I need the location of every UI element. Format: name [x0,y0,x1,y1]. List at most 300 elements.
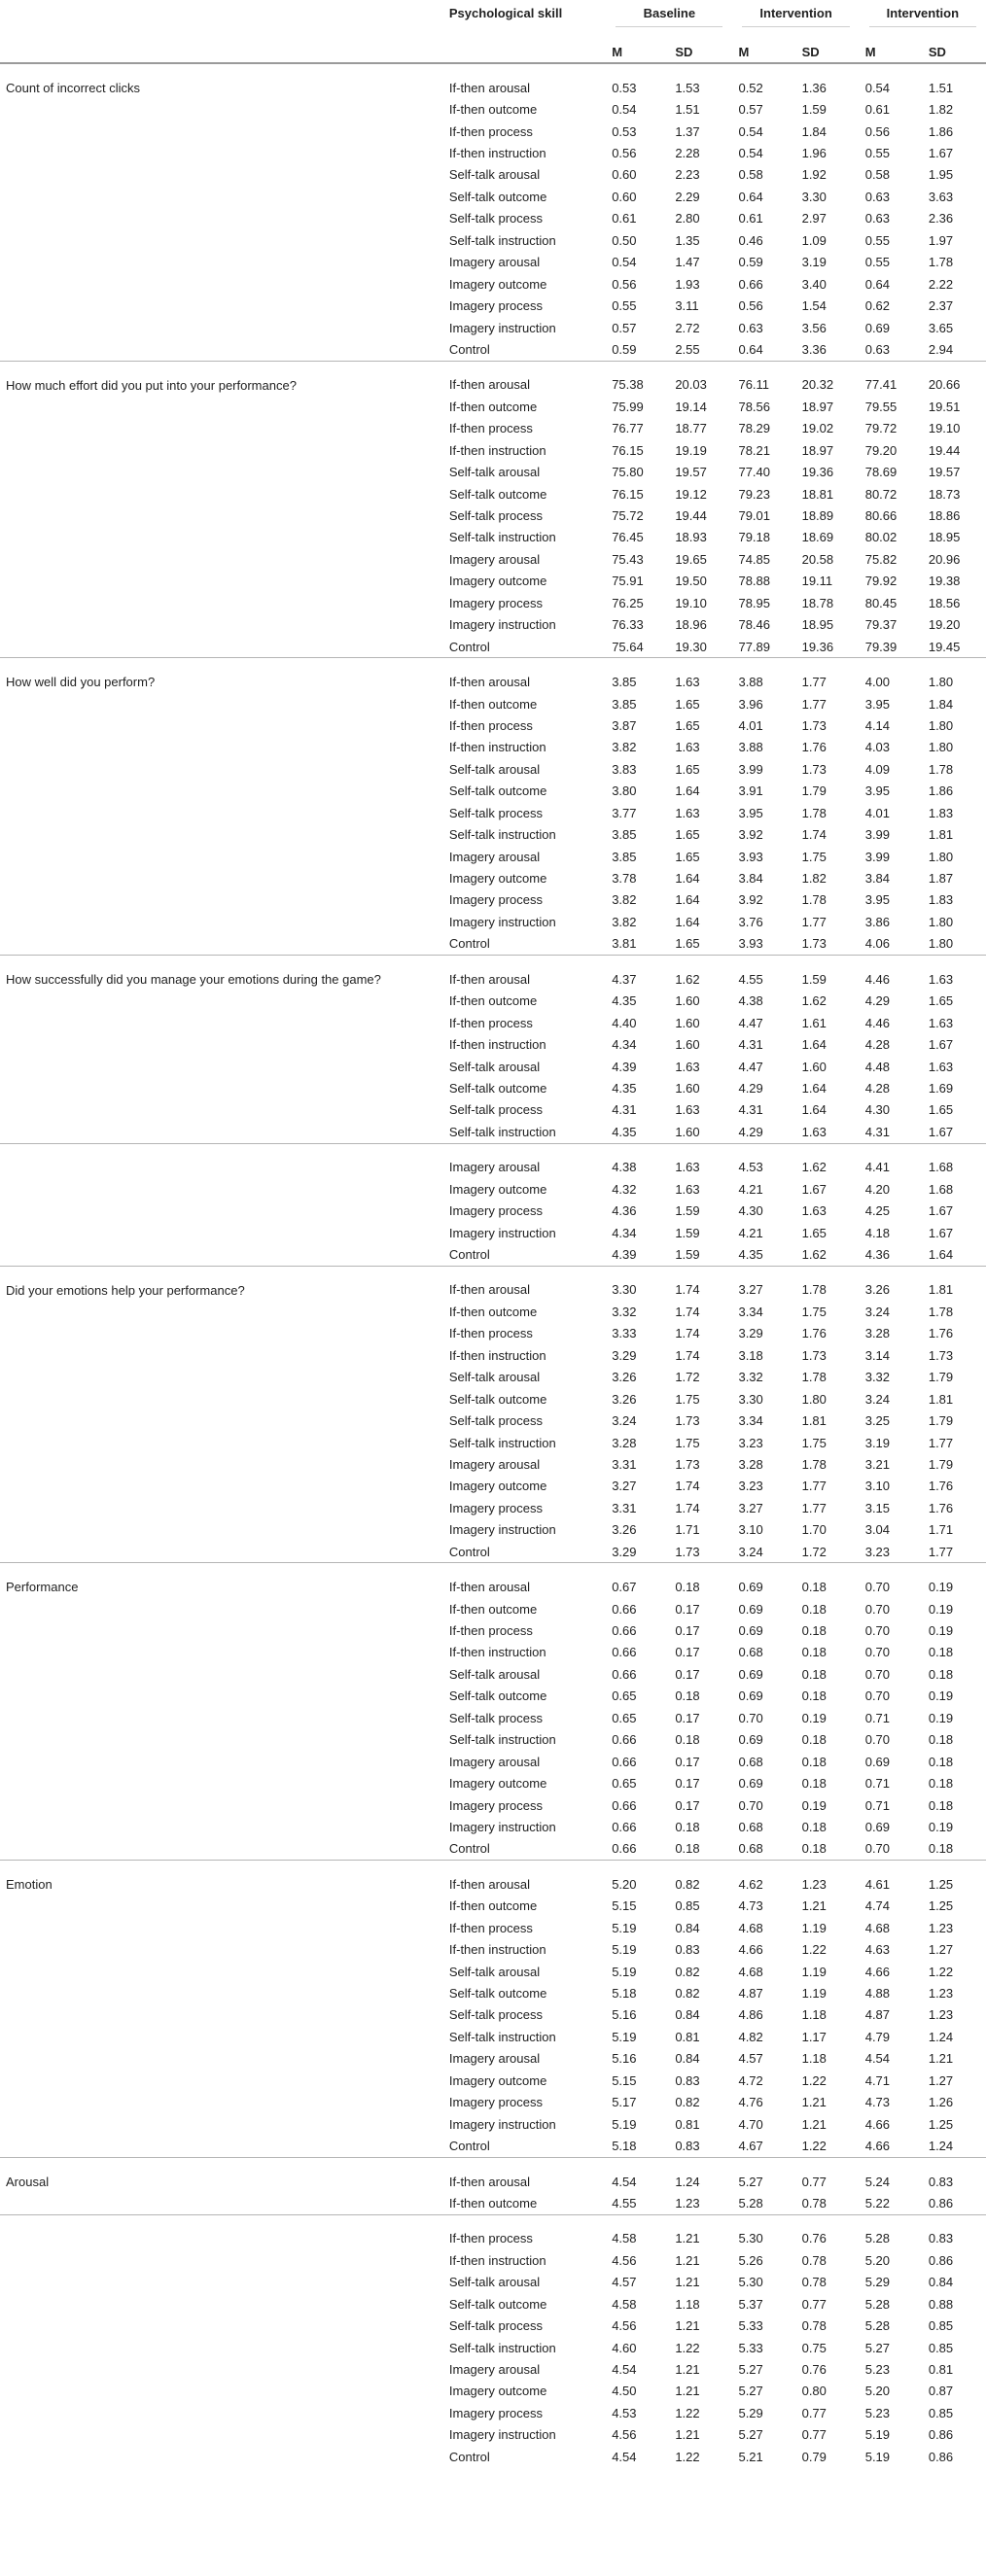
value-cell-intervention-sd: 0.80 [801,2384,827,2399]
value-cell-baseline-m: 0.65 [612,1710,637,1725]
group-header-intervention: Intervention [732,0,859,41]
value-cell-intervention-m: 5.26 [738,2252,763,2268]
value-cell-intervention-sd: 1.21 [801,1898,827,1914]
skill-cell: If-then outcome [448,993,538,1009]
value-cell-intervention-m: 0.56 [738,298,763,314]
value-cell-intervention2-m: 0.69 [864,1819,891,1834]
skill-cell: Imagery process [448,1500,543,1515]
value-cell-intervention2-sd: 1.65 [928,993,954,1009]
value-cell-intervention-m: 0.68 [738,1819,763,1834]
value-cell-intervention2-m: 5.28 [864,2318,891,2334]
value-cell-intervention2-m: 80.45 [864,595,898,610]
value-cell-intervention-sd: 0.78 [801,2195,827,2210]
value-cell-intervention-m: 0.64 [738,341,763,357]
value-cell-baseline-m: 0.61 [612,211,637,226]
value-cell-baseline-sd: 1.74 [675,1282,700,1298]
value-cell-baseline-m: 0.66 [612,1623,637,1639]
value-cell-intervention-m: 78.46 [738,617,771,633]
value-cell-baseline-m: 3.26 [612,1370,637,1385]
skill-cell: If-then instruction [448,1347,546,1363]
table-row [0,2228,986,2249]
skill-cell: Self-talk outcome [448,1080,547,1096]
value-cell-intervention2-sd: 0.86 [928,2195,954,2210]
value-cell-baseline-m: 0.66 [612,1754,637,1769]
value-cell-baseline-m: 0.60 [612,167,637,183]
section-separator [0,1563,986,1577]
value-cell-intervention2-sd: 1.51 [928,80,954,95]
value-cell-intervention2-sd: 1.79 [928,1370,954,1385]
value-cell-baseline-sd: 1.74 [675,1500,700,1515]
skill-cell: If-then arousal [448,80,530,95]
value-cell-baseline-sd: 1.64 [675,783,700,799]
value-cell-intervention-m: 4.70 [738,2116,763,2132]
value-cell-intervention2-sd: 0.81 [928,2362,954,2378]
value-cell-intervention2-m: 4.74 [864,1898,891,1914]
value-cell-intervention-sd: 19.11 [801,574,833,589]
value-cell-intervention-sd: 1.65 [801,1225,827,1240]
value-cell-baseline-sd: 1.21 [675,2318,700,2334]
value-cell-baseline-sd: 18.93 [675,530,707,545]
value-cell-intervention2-sd: 0.19 [928,1580,954,1595]
value-cell-intervention-sd: 0.18 [801,1732,827,1748]
value-cell-intervention2-sd: 1.25 [928,1876,954,1892]
value-cell-intervention2-sd: 1.63 [928,1059,954,1074]
value-cell-intervention-m: 5.27 [738,2427,763,2443]
skill-cell: If-then instruction [448,1942,546,1958]
value-cell-baseline-m: 5.19 [612,1920,637,1935]
value-cell-baseline-sd: 0.18 [675,1819,700,1834]
value-cell-intervention-m: 0.61 [738,211,763,226]
value-cell-baseline-m: 3.27 [612,1479,637,1494]
value-cell-baseline-sd: 1.63 [675,1160,700,1175]
value-cell-baseline-m: 4.54 [612,2174,637,2189]
value-cell-intervention-sd: 1.75 [801,1435,827,1450]
value-cell-intervention-sd: 18.78 [801,595,834,610]
value-cell-baseline-m: 4.55 [612,2195,637,2210]
value-cell-baseline-sd: 0.18 [675,1732,700,1748]
value-cell-intervention2-m: 3.32 [864,1370,891,1385]
value-cell-intervention2-m: 4.30 [864,1102,891,1118]
value-cell-intervention-m: 3.23 [738,1435,763,1450]
value-cell-intervention2-m: 79.72 [864,421,898,436]
table-row [0,671,986,692]
value-cell-intervention2-sd: 1.80 [928,849,954,864]
value-cell-baseline-sd: 19.44 [675,508,707,524]
value-cell-intervention2-sd: 1.78 [928,255,954,270]
skill-cell: Self-talk arousal [448,2275,541,2290]
value-cell-intervention2-sd: 0.85 [928,2340,954,2355]
table-row [0,1576,986,1597]
skill-cell: Control [448,1841,490,1857]
value-cell-baseline-sd: 1.75 [675,1435,700,1450]
table-row [0,2171,986,2192]
value-cell-intervention-sd: 1.78 [801,1282,827,1298]
value-cell-intervention2-sd: 1.63 [928,1015,954,1030]
value-cell-baseline-m: 0.55 [612,298,637,314]
value-cell-intervention2-m: 0.70 [864,1688,891,1704]
value-cell-baseline-m: 5.20 [612,1876,637,1892]
skill-cell: Imagery instruction [448,914,556,929]
value-cell-intervention2-m: 4.88 [864,1986,891,2002]
value-cell-intervention-sd: 1.19 [801,1986,827,2002]
value-cell-intervention-sd: 0.19 [801,1797,827,1813]
value-cell-intervention-m: 78.95 [738,595,771,610]
value-cell-intervention2-m: 0.55 [864,146,891,161]
value-cell-intervention-sd: 1.78 [801,805,827,820]
value-cell-baseline-m: 0.60 [612,189,637,204]
value-cell-baseline-m: 5.16 [612,2051,637,2067]
value-cell-intervention-m: 0.69 [738,1601,763,1617]
value-cell-intervention-sd: 1.36 [801,80,827,95]
value-cell-baseline-sd: 1.21 [675,2252,700,2268]
value-cell-intervention-sd: 1.23 [801,1876,827,1892]
value-cell-baseline-sd: 0.18 [675,1580,700,1595]
skill-cell: If-then arousal [448,1580,530,1595]
value-cell-baseline-m: 76.33 [612,617,644,633]
value-cell-baseline-sd: 2.23 [675,167,700,183]
value-cell-intervention-m: 3.96 [738,696,763,712]
value-cell-intervention2-m: 3.99 [864,849,891,864]
section-separator [0,658,986,672]
value-cell-intervention-sd: 1.77 [801,675,827,690]
skill-cell: Control [448,639,490,654]
value-cell-intervention-m: 4.86 [738,2007,763,2023]
value-cell-intervention2-sd: 1.67 [928,146,954,161]
value-cell-intervention2-m: 0.69 [864,1754,891,1769]
value-cell-intervention2-m: 5.19 [864,2449,891,2464]
value-cell-intervention2-m: 5.29 [864,2275,891,2290]
value-cell-intervention-m: 79.23 [738,486,771,502]
value-cell-baseline-m: 3.31 [612,1500,637,1515]
value-cell-intervention2-sd: 1.68 [928,1181,954,1197]
value-cell-intervention-sd: 1.92 [801,167,827,183]
value-cell-baseline-sd: 1.73 [675,1456,700,1472]
value-cell-intervention-sd: 3.40 [801,276,827,292]
value-cell-intervention2-sd: 1.25 [928,2116,954,2132]
value-cell-intervention-sd: 1.74 [801,827,827,843]
value-cell-intervention-sd: 1.70 [801,1522,827,1538]
value-cell-baseline-m: 0.66 [612,1732,637,1748]
value-cell-intervention-m: 4.38 [738,993,763,1009]
value-cell-intervention-m: 5.27 [738,2174,763,2189]
value-cell-baseline-sd: 20.03 [675,377,707,393]
value-cell-baseline-sd: 1.64 [675,871,700,887]
value-cell-intervention-m: 4.72 [738,2072,763,2088]
value-cell-intervention-sd: 0.18 [801,1688,827,1704]
value-cell-baseline-sd: 1.64 [675,914,700,929]
value-cell-intervention2-sd: 1.76 [928,1326,954,1341]
value-cell-intervention2-m: 4.03 [864,740,891,755]
value-cell-intervention-sd: 1.78 [801,892,827,908]
value-cell-intervention-sd: 1.75 [801,849,827,864]
section-separator [0,956,986,969]
skill-cell: If-then outcome [448,399,538,414]
value-cell-intervention2-sd: 1.82 [928,102,954,118]
value-cell-intervention2-sd: 1.73 [928,1347,954,1363]
value-cell-baseline-sd: 1.23 [675,2195,700,2210]
value-cell-baseline-sd: 1.60 [675,1124,700,1139]
value-cell-baseline-m: 3.81 [612,936,637,952]
value-cell-intervention-m: 4.68 [738,1920,763,1935]
value-cell-intervention-sd: 1.22 [801,1942,827,1958]
skill-cell: Imagery arousal [448,255,541,270]
table-row [0,77,986,98]
value-cell-intervention-sd: 0.18 [801,1580,827,1595]
skill-cell: If-then process [448,1920,533,1935]
value-cell-intervention2-sd: 1.23 [928,1920,954,1935]
skill-cell: Self-talk arousal [448,465,541,480]
value-cell-intervention-m: 0.54 [738,146,763,161]
value-cell-baseline-sd: 1.65 [675,761,700,777]
value-cell-intervention-m: 4.21 [738,1225,763,1240]
value-cell-intervention2-m: 4.09 [864,761,891,777]
value-cell-intervention2-m: 4.18 [864,1225,891,1240]
value-cell-baseline-m: 3.29 [612,1544,637,1559]
value-cell-intervention2-sd: 20.96 [928,551,961,567]
value-cell-intervention-m: 5.33 [738,2340,763,2355]
value-cell-baseline-m: 4.56 [612,2427,637,2443]
value-cell-intervention2-sd: 1.97 [928,232,954,248]
value-cell-intervention-sd: 3.19 [801,255,827,270]
measure-label: How successfully did you manage your emotions during the game? [6,972,381,988]
skill-cell: Imagery instruction [448,320,556,335]
value-cell-intervention-m: 77.40 [738,465,771,480]
skill-cell: If-then process [448,1326,533,1341]
value-cell-baseline-sd: 0.83 [675,2139,700,2154]
value-cell-intervention2-sd: 0.18 [928,1666,954,1682]
value-cell-intervention2-m: 4.46 [864,1015,891,1030]
value-cell-intervention-m: 4.82 [738,2029,763,2044]
value-cell-intervention2-m: 4.36 [864,1247,891,1263]
section-separator [0,361,986,374]
value-cell-baseline-sd: 1.21 [675,2275,700,2290]
value-cell-baseline-m: 4.36 [612,1203,637,1219]
value-cell-intervention2-sd: 1.67 [928,1124,954,1139]
value-cell-baseline-sd: 1.60 [675,1037,700,1053]
value-cell-baseline-m: 75.38 [612,377,644,393]
value-cell-intervention2-m: 4.87 [864,2007,891,2023]
skill-cell: If-then process [448,717,533,733]
value-cell-intervention-sd: 1.59 [801,102,827,118]
value-cell-intervention2-sd: 1.83 [928,892,954,908]
value-cell-intervention2-m: 0.71 [864,1710,891,1725]
skill-cell: Imagery arousal [448,2051,541,2067]
value-cell-intervention-m: 79.01 [738,508,771,524]
skill-cell: Self-talk instruction [448,232,556,248]
value-cell-baseline-m: 75.72 [612,508,644,524]
value-cell-baseline-sd: 1.22 [675,2340,700,2355]
value-cell-intervention-sd: 3.36 [801,341,827,357]
group-header-intervention-2: Intervention [860,0,986,41]
value-cell-intervention-sd: 18.69 [801,530,834,545]
skill-cell: Imagery instruction [448,1522,556,1538]
value-cell-intervention2-m: 3.84 [864,871,891,887]
value-cell-intervention-m: 3.29 [738,1326,763,1341]
value-cell-intervention2-m: 77.41 [864,377,898,393]
value-cell-intervention-sd: 18.81 [801,486,834,502]
skill-cell: Self-talk process [448,508,543,524]
value-cell-intervention2-sd: 1.68 [928,1160,954,1175]
value-cell-intervention2-m: 4.25 [864,1203,891,1219]
skill-cell: If-then process [448,421,533,436]
value-cell-intervention2-m: 0.70 [864,1601,891,1617]
value-cell-baseline-m: 75.99 [612,399,644,414]
value-cell-intervention2-m: 4.29 [864,993,891,1009]
value-cell-baseline-m: 75.91 [612,574,644,589]
sub-header-sd: SD [669,41,732,63]
value-cell-baseline-sd: 1.21 [675,2427,700,2443]
skill-cell: Self-talk outcome [448,1986,547,2002]
value-cell-intervention-m: 5.37 [738,2296,763,2312]
value-cell-baseline-m: 4.32 [612,1181,637,1197]
value-cell-baseline-sd: 1.53 [675,80,700,95]
value-cell-baseline-sd: 1.71 [675,1522,700,1538]
value-cell-baseline-m: 3.85 [612,675,637,690]
value-cell-baseline-sd: 2.55 [675,341,700,357]
value-cell-intervention2-sd: 2.36 [928,211,954,226]
value-cell-intervention2-m: 0.56 [864,123,891,139]
skill-cell: Imagery process [448,1797,543,1813]
skill-cell: Self-talk instruction [448,1435,556,1450]
value-cell-intervention2-sd: 18.86 [928,508,961,524]
value-cell-intervention-m: 3.34 [738,1304,763,1319]
value-cell-baseline-m: 3.85 [612,849,637,864]
value-cell-baseline-sd: 1.37 [675,123,700,139]
value-cell-intervention-m: 3.92 [738,892,763,908]
value-cell-intervention2-sd: 3.65 [928,320,954,335]
value-cell-intervention2-sd: 0.18 [928,1754,954,1769]
value-cell-intervention2-m: 5.27 [864,2340,891,2355]
value-cell-intervention-sd: 18.97 [801,399,834,414]
value-cell-intervention2-sd: 1.77 [928,1435,954,1450]
value-cell-intervention2-m: 3.95 [864,783,891,799]
value-cell-intervention-m: 0.59 [738,255,763,270]
value-cell-intervention2-m: 3.99 [864,827,891,843]
value-cell-intervention-sd: 1.76 [801,1326,827,1341]
value-cell-intervention2-m: 3.95 [864,696,891,712]
value-cell-intervention-sd: 1.77 [801,914,827,929]
value-cell-intervention-sd: 0.77 [801,2405,827,2420]
value-cell-baseline-m: 3.78 [612,871,637,887]
skill-cell: If-then outcome [448,696,538,712]
value-cell-intervention2-m: 0.62 [864,298,891,314]
skill-cell: Imagery arousal [448,1456,541,1472]
value-cell-baseline-m: 4.50 [612,2384,637,2399]
value-cell-baseline-sd: 3.11 [675,298,699,314]
value-cell-intervention2-m: 3.95 [864,892,891,908]
group-header-baseline: Baseline [606,0,732,41]
value-cell-intervention-sd: 1.78 [801,1370,827,1385]
value-cell-intervention-m: 4.21 [738,1181,763,1197]
value-cell-intervention2-sd: 0.19 [928,1819,954,1834]
value-cell-baseline-sd: 1.60 [675,993,700,1009]
value-cell-baseline-sd: 0.82 [675,1964,700,1979]
value-cell-intervention2-sd: 0.88 [928,2296,954,2312]
value-cell-intervention-sd: 1.72 [801,1544,827,1559]
value-cell-baseline-sd: 1.63 [675,805,700,820]
value-cell-baseline-m: 4.31 [612,1102,637,1118]
value-cell-intervention-sd: 20.58 [801,551,834,567]
value-cell-intervention2-m: 3.25 [864,1413,891,1429]
value-cell-baseline-m: 3.30 [612,1282,637,1298]
value-cell-intervention2-m: 4.63 [864,1942,891,1958]
value-cell-intervention-m: 3.34 [738,1413,763,1429]
skill-cell: If-then instruction [448,2252,546,2268]
value-cell-baseline-sd: 1.65 [675,849,700,864]
value-cell-intervention2-m: 3.28 [864,1326,891,1341]
value-cell-intervention2-sd: 1.24 [928,2029,954,2044]
skill-cell: Control [448,936,490,952]
value-cell-baseline-sd: 1.65 [675,717,700,733]
value-cell-intervention-sd: 19.36 [801,465,834,480]
skill-column-header: Psychological skill [448,6,563,20]
value-cell-intervention2-sd: 19.20 [928,617,961,633]
value-cell-intervention2-m: 4.48 [864,1059,891,1074]
value-cell-intervention-sd: 1.62 [801,1160,827,1175]
value-cell-intervention-sd: 1.18 [801,2007,827,2023]
value-cell-baseline-m: 5.18 [612,2139,637,2154]
value-cell-intervention2-m: 0.70 [864,1623,891,1639]
value-cell-intervention-sd: 1.73 [801,761,827,777]
value-cell-intervention2-m: 4.61 [864,1876,891,1892]
value-cell-baseline-m: 5.16 [612,2007,637,2023]
skill-cell: Self-talk arousal [448,1059,541,1074]
value-cell-intervention-sd: 1.78 [801,1456,827,1472]
value-cell-intervention2-sd: 19.57 [928,465,961,480]
value-cell-baseline-m: 0.54 [612,255,637,270]
value-cell-intervention2-m: 3.14 [864,1347,891,1363]
value-cell-intervention2-sd: 0.86 [928,2252,954,2268]
value-cell-intervention-sd: 1.73 [801,936,827,952]
section-separator [0,1143,986,1157]
value-cell-baseline-sd: 19.50 [675,574,707,589]
value-cell-baseline-m: 0.65 [612,1688,637,1704]
value-cell-intervention-sd: 0.78 [801,2275,827,2290]
skill-cell: If-then instruction [448,146,546,161]
value-cell-intervention-m: 0.64 [738,189,763,204]
value-cell-intervention2-m: 80.72 [864,486,898,502]
value-cell-intervention2-sd: 1.87 [928,871,954,887]
value-cell-intervention-sd: 1.73 [801,717,827,733]
value-cell-intervention2-m: 80.02 [864,530,898,545]
value-cell-baseline-m: 0.56 [612,276,637,292]
value-cell-intervention-sd: 0.76 [801,2362,827,2378]
value-cell-intervention2-sd: 1.65 [928,1102,954,1118]
value-cell-baseline-m: 0.50 [612,232,637,248]
value-cell-intervention-m: 5.33 [738,2318,763,2334]
skill-cell: Control [448,1544,490,1559]
value-cell-intervention-sd: 0.75 [801,2340,827,2355]
value-cell-intervention2-sd: 1.26 [928,2095,954,2110]
value-cell-intervention-sd: 1.19 [801,1964,827,1979]
value-cell-intervention-sd: 0.77 [801,2174,827,2189]
value-cell-intervention-sd: 1.21 [801,2095,827,2110]
value-cell-baseline-m: 4.35 [612,1080,637,1096]
value-cell-intervention2-sd: 1.69 [928,1080,954,1096]
skill-cell: If-then arousal [448,2174,530,2189]
skill-cell: Imagery outcome [448,2072,547,2088]
skill-cell: If-then arousal [448,1282,530,1298]
value-cell-intervention-sd: 1.21 [801,2116,827,2132]
table-row [0,1873,986,1895]
value-cell-intervention-m: 74.85 [738,551,771,567]
value-cell-intervention2-m: 0.61 [864,102,891,118]
value-cell-intervention-m: 4.73 [738,1898,763,1914]
skill-cell: If-then instruction [448,740,546,755]
value-cell-intervention-m: 0.69 [738,1580,763,1595]
value-cell-intervention2-sd: 1.67 [928,1203,954,1219]
value-cell-intervention2-sd: 1.22 [928,1964,954,1979]
